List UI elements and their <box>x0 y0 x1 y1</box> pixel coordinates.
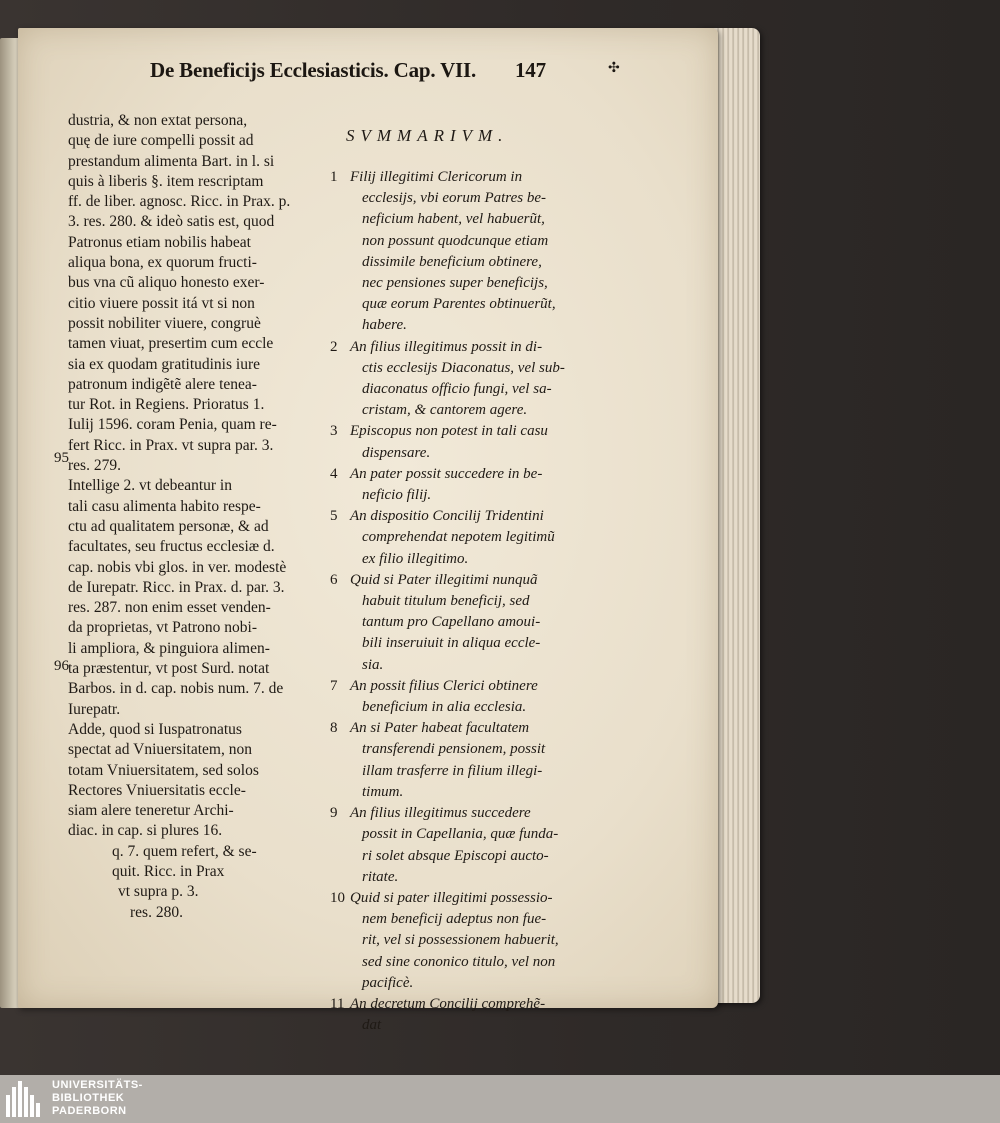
running-head <box>150 58 680 83</box>
margin-number: 96 <box>54 658 69 674</box>
summary-item-line: An filius illegitimus possit in di- <box>350 338 543 355</box>
summary-item-number: 1 <box>330 169 338 185</box>
text-line: quis à liberis §. item rescriptam <box>68 172 264 190</box>
summary-item-line: Episcopus non potest in tali casu <box>350 423 548 440</box>
summary-item-line: sed sine cononico titulo, vel non <box>362 953 556 970</box>
summary-item-line: illam trasferre in filium illegi- <box>362 762 543 779</box>
running-head-title: De Beneficijs Ecclesiasticis. Cap. VII. <box>150 58 477 82</box>
summary-item-number: 11 <box>330 995 345 1012</box>
summary-item-line: transferendi pensionem, possit <box>362 741 546 758</box>
text-line: sia ex quodam gratitudinis iure <box>68 355 260 373</box>
text-line: fert Ricc. in Prax. vt supra par. 3. <box>68 436 274 454</box>
corner-mark: ✣ <box>608 61 620 76</box>
text-line: Adde, quod si Iuspatronatus <box>68 720 242 738</box>
library-footer <box>0 1075 1000 1123</box>
summary-item-text <box>350 676 538 718</box>
summary-item-line: rit, vel si possessionem habuerit, <box>362 932 559 949</box>
summary-item <box>330 506 600 570</box>
text-line: patronum indigẽtẽ alere tenea- <box>68 375 257 393</box>
summary-item <box>330 676 600 718</box>
text-line: quit. Ricc. in Prax <box>112 862 225 880</box>
text-line: Iurepatr. <box>68 700 121 718</box>
summary-item <box>330 337 600 422</box>
summary-item-number: 7 <box>330 677 338 694</box>
summary-item-line: ex filio illegitimo. <box>362 550 469 567</box>
summary-item-line: dispensare. <box>362 444 431 461</box>
text-line: Rectores Vniuersitatis eccle- <box>68 781 246 799</box>
summary-item-line: An dispositio Concilij Tridentini <box>350 508 544 525</box>
library-name <box>52 1079 143 1118</box>
text-line: res. 287. non enim esset venden- <box>68 599 271 617</box>
summary-item-line: nec pensiones super beneficijs, <box>362 275 548 292</box>
summary-list <box>330 167 600 1036</box>
summary-item-line: quæ eorum Parentes obtinuerũt, <box>362 296 556 313</box>
summary-item-line: tantum pro Capellano amoui- <box>362 614 541 631</box>
summary-item <box>330 464 600 506</box>
summary-item-line: An possit filius Clerici obtinere <box>350 677 538 694</box>
summary-item-line: timum. <box>362 783 404 800</box>
text-line: Barbos. in d. cap. nobis num. 7. de <box>68 680 284 698</box>
summary-item <box>330 167 600 337</box>
summary-item-line: sia. <box>362 656 384 673</box>
text-line: dustria, & non extat persona, <box>68 112 248 129</box>
summary-item-line: ri solet absque Episcopi aucto- <box>362 847 549 864</box>
summary-item-line: habere. <box>362 317 407 334</box>
summary-item-line: habuit titulum beneficij, sed <box>362 593 530 610</box>
summary-item-text <box>350 994 545 1036</box>
text-line: bus vna cũ aliquo honesto exer- <box>68 274 265 292</box>
text-line: facultates, seu fructus ecclesiæ d. <box>68 538 275 556</box>
library-logo-icon <box>6 1081 42 1117</box>
summary-item-line: An si Pater habeat facultatem <box>350 720 530 737</box>
summary-item-line: ritate. <box>362 868 399 885</box>
text-line: Patronus etiam nobilis habeat <box>68 233 251 251</box>
summary-item-line: bili inseruiuit in aliqua eccle- <box>362 635 541 652</box>
summary-item-text <box>350 718 545 803</box>
summary-item-text <box>350 570 540 676</box>
summary-item-line: diaconatus officio fungi, vel sa- <box>362 381 552 398</box>
text-line: ta præstentur, vt post Surd. notat <box>68 660 270 678</box>
summary-item-number: 4 <box>330 465 338 482</box>
text-line: q. 7. quem refert, & se- <box>112 842 257 860</box>
text-line: da proprietas, vt Patrono nobi- <box>68 619 257 637</box>
summary-item-line: beneficium in alia ecclesia. <box>362 699 527 716</box>
summary-item-text <box>350 421 548 463</box>
summary-item-number: 10 <box>330 889 345 906</box>
text-line: vt supra p. 3. <box>118 883 199 901</box>
summary-item-text <box>350 464 542 506</box>
text-line: siam alere teneretur Archi- <box>68 802 234 820</box>
text-line: res. 280. <box>130 903 183 921</box>
text-line: quę de iure compelli possit ad <box>68 132 254 150</box>
text-line: cap. nobis vbi glos. in ver. modestè <box>68 558 287 576</box>
library-name-line: UNIVERSITÄTS- <box>52 1079 143 1091</box>
text-line: res. 279. <box>68 457 121 475</box>
text-line: prestandum alimenta Bart. in l. si <box>68 152 275 170</box>
summary-item-line: Quid si pater illegitimi possessio- <box>350 889 553 906</box>
margin-number: 95 <box>54 450 69 466</box>
text-line: de Iurepatr. Ricc. in Prax. d. par. 3. <box>68 578 285 596</box>
summary-item <box>330 994 600 1036</box>
text-line: spectat ad Vniuersitatem, non <box>68 741 252 759</box>
summary-item-line: dat <box>362 1017 382 1034</box>
text-line: Intellige 2. vt debeantur in <box>68 477 232 495</box>
page-number: 147 <box>515 58 546 82</box>
summary-item-text <box>350 167 556 337</box>
summary-item-number: 9 <box>330 805 338 822</box>
summary-item-line: Quid si Pater illegitimi nunquã <box>350 571 538 588</box>
summary-item-line: non possunt quodcunque etiam <box>362 232 549 249</box>
text-line: tali casu alimenta habito respe- <box>68 497 261 515</box>
text-line: possit nobiliter viuere, congruè <box>68 314 261 332</box>
summary-item-line: cristam, & cantorem agere. <box>362 402 528 419</box>
text-line: aliqua bona, ex quorum fructi- <box>68 254 257 272</box>
summary-item-number: 6 <box>330 571 338 588</box>
summary-title: SVMMARIVM. <box>346 126 509 145</box>
text-line: ff. de liber. agnosc. Ricc. in Prax. p. <box>68 193 291 211</box>
summary-item-text <box>350 888 559 994</box>
summary-item-text <box>350 506 555 570</box>
summary-item-text <box>350 803 558 888</box>
summary-item-line: pacificè. <box>362 974 414 991</box>
summary-item-number: 5 <box>330 508 338 525</box>
text-line: ctu ad qualitatem personæ, & ad <box>68 517 269 535</box>
text-line: tamen viuat, presertim cum eccle <box>68 335 274 353</box>
summary-item-line: An pater possit succedere in be- <box>350 465 543 482</box>
text-line: diac. in cap. si plures 16. <box>68 822 223 840</box>
summary-item-number: 2 <box>330 338 338 355</box>
summary-item-line: dissimile beneficium obtinere, <box>362 253 542 270</box>
library-name-line: PADERBORN <box>52 1105 127 1117</box>
summary-item-line: neficium habent, vel habuerũt, <box>362 211 545 228</box>
text-line: citio viuere possit itá vt si non <box>68 294 255 312</box>
summary-item-text <box>350 337 565 422</box>
summary-item-number: 8 <box>330 720 338 737</box>
summary-item-line: Filij illegitimi Clericorum in <box>350 169 523 185</box>
summary-item-line: An filius illegitimus succedere <box>350 805 531 822</box>
library-name-line: BIBLIOTHEK <box>52 1092 125 1104</box>
left-column-text <box>68 111 328 923</box>
summary-item-line: An decretum Concilij comprehẽ- <box>350 995 546 1012</box>
summary-item <box>330 803 600 888</box>
summary-item-line: possit in Capellania, quæ funda- <box>362 826 559 843</box>
text-line: 3. res. 280. & ideò satis est, quod <box>68 213 275 231</box>
text-line: tur Rot. in Regiens. Prioratus 1. <box>68 396 265 414</box>
summary-item-line: ctis ecclesijs Diaconatus, vel sub- <box>362 359 565 376</box>
text-line: Iulij 1596. coram Penia, quam re- <box>68 416 277 434</box>
text-line: li ampliora, & pinguiora alimen- <box>68 639 270 657</box>
summary-item-line: ecclesijs, vbi eorum Patres be- <box>362 190 546 207</box>
summary-item <box>330 888 600 994</box>
summary-item <box>330 718 600 803</box>
summary-item-line: comprehendat nepotem legitimũ <box>362 529 555 546</box>
text-line: totam Vniuersitatem, sed solos <box>68 761 259 779</box>
summary-item <box>330 570 600 676</box>
summary-item <box>330 421 600 463</box>
summary-item-number: 3 <box>330 423 338 440</box>
summary-item-line: neficio filij. <box>362 487 432 504</box>
summary-item-line: nem beneficij adeptus non fue- <box>362 911 547 928</box>
summary-column <box>330 126 600 1036</box>
